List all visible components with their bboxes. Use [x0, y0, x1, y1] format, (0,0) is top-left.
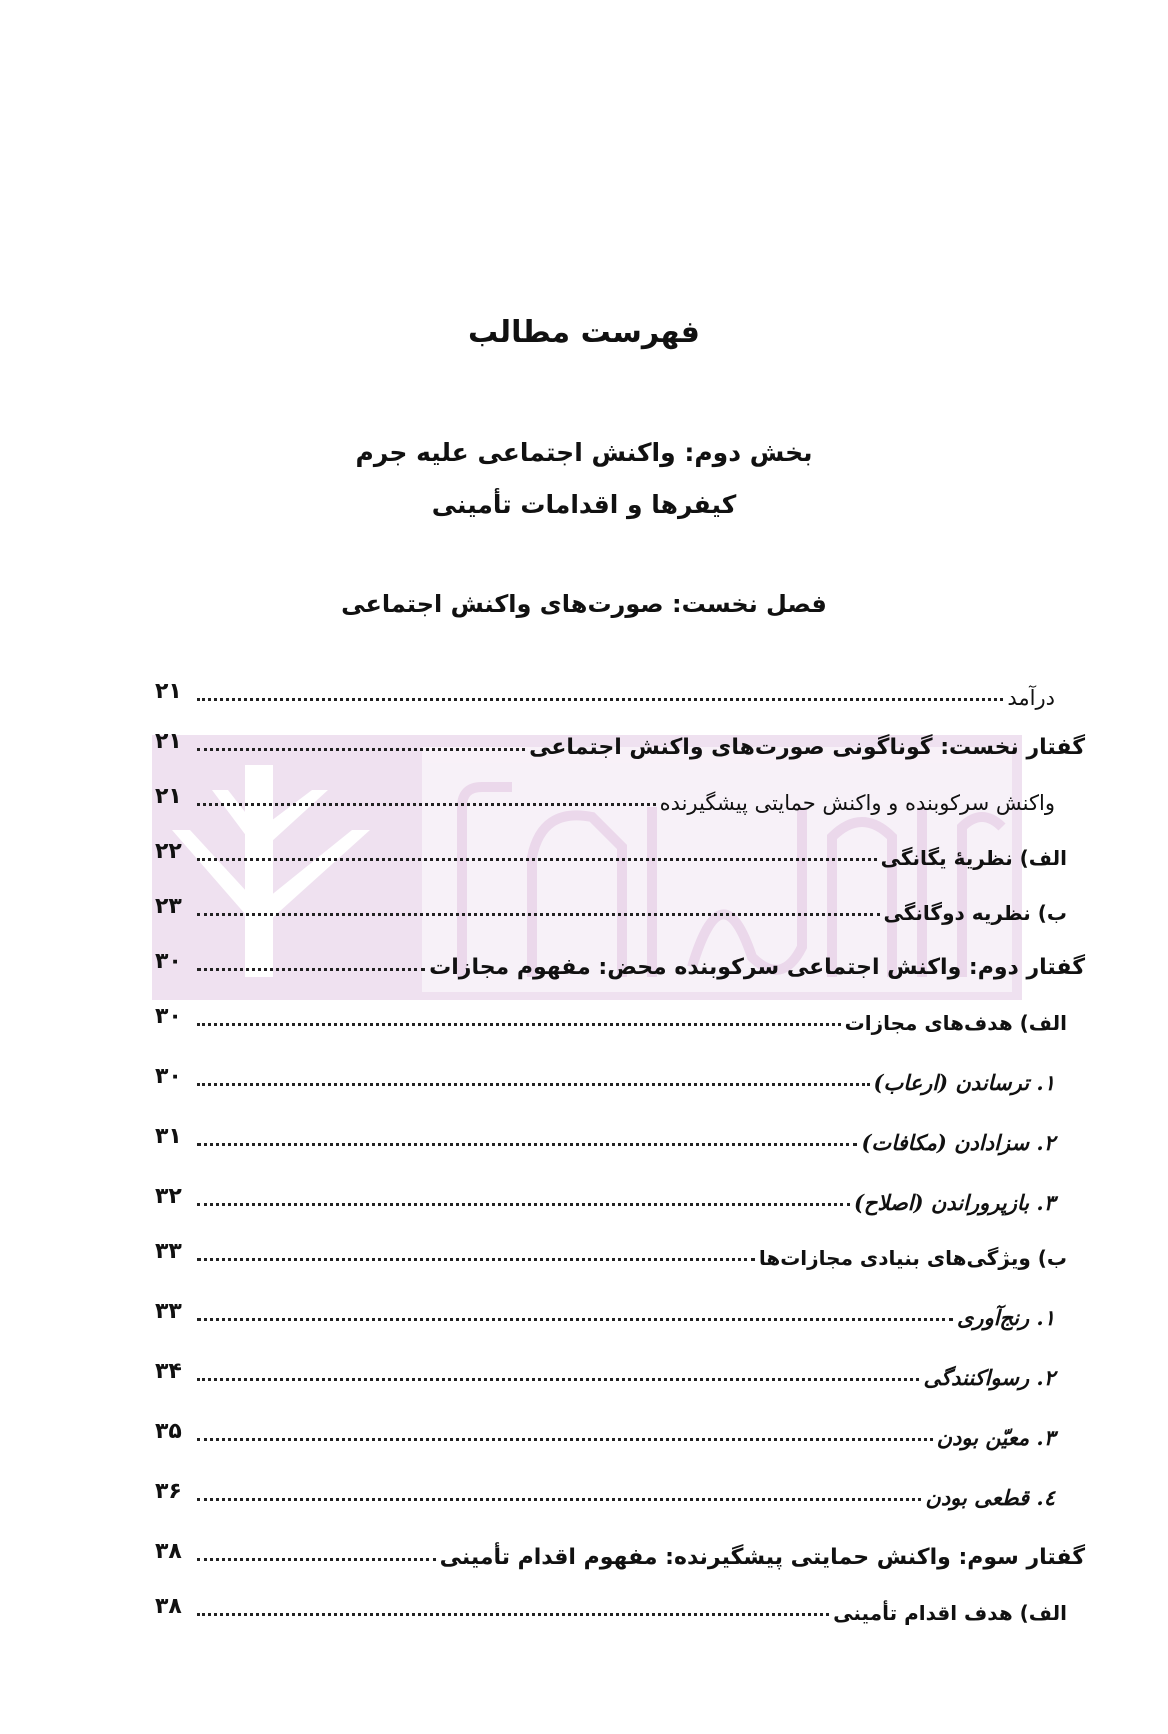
toc-entry-label: ب) ویژگی‌های بنیادی مجازات‌ها: [758, 1246, 1067, 1270]
toc-page-number: ۳۱: [155, 1124, 182, 1149]
leader-dots: [197, 1203, 850, 1206]
toc-page-number: ۳۳: [155, 1299, 182, 1324]
leader-dots: [197, 1258, 755, 1261]
toc-entry-label: گفتار نخست: گوناگونی صورت‌های واکنش اجتماعی: [529, 735, 1085, 760]
toc-page-number: ۲۱: [155, 679, 182, 704]
toc-entry[interactable]: [155, 995, 1085, 1035]
toc-entry[interactable]: [155, 1055, 1085, 1095]
leader-dots: [197, 1613, 829, 1616]
toc-page-number: ۳۸: [155, 1539, 182, 1564]
toc-page-number: ۳۲: [155, 1184, 182, 1209]
toc-page-number: ۳۳: [155, 1239, 182, 1264]
toc-entry-label: درآمد: [1007, 686, 1055, 710]
toc-page-number: ۳۴: [155, 1359, 182, 1384]
toc-page-number: ۳۰: [155, 1064, 182, 1089]
toc-entry[interactable]: [155, 775, 1085, 815]
part-heading: بخش دوم: واکنش اجتماعی علیه جرم: [355, 438, 813, 467]
leader-dots: [197, 1023, 841, 1026]
toc-entry-label: الف) نظریهٔ یگانگی: [880, 846, 1067, 870]
toc-page-number: ۲۲: [155, 839, 182, 864]
toc-entry[interactable]: [155, 1350, 1085, 1390]
leader-dots: [197, 1318, 953, 1321]
toc-entry-label: ۲. سزادادن (مکافات): [861, 1130, 1055, 1155]
leader-dots: [197, 1438, 933, 1441]
toc-entry[interactable]: [155, 885, 1085, 925]
toc-entry[interactable]: [155, 1175, 1085, 1215]
toc-entry-label: ۱. رنج‌آوری: [957, 1305, 1055, 1330]
leader-dots: [197, 1143, 857, 1146]
toc-entry-label: ۲. رسواکنندگی: [923, 1365, 1055, 1390]
leader-dots: [197, 803, 656, 806]
leader-dots: [197, 913, 880, 916]
toc-entry-section-2[interactable]: [155, 940, 1085, 980]
toc-entry-label: ۳. بازپروراندن (اصلاح): [853, 1190, 1055, 1215]
leader-dots: [197, 858, 877, 861]
toc-page-number: ۳۶: [155, 1479, 182, 1504]
toc-page-number: ۳۵: [155, 1419, 182, 1444]
leader-dots: [197, 1558, 436, 1561]
toc-page-number: ۳۰: [155, 949, 182, 974]
leader-dots: [197, 1378, 919, 1381]
toc-entry-section-1[interactable]: [155, 720, 1085, 760]
toc-entry-label: گفتار دوم: واکنش اجتماعی سرکوبنده محض: مفهوم مجازات: [429, 955, 1085, 980]
leader-dots: [197, 1498, 921, 1501]
leader-dots: [197, 698, 1003, 701]
toc-entry-label: واکنش سرکوبنده و واکنش حمایتی پیشگیرنده: [659, 791, 1055, 815]
toc-entry-label: ۱. ترساندن (ارعاب): [873, 1070, 1055, 1095]
toc-entry[interactable]: [155, 830, 1085, 870]
leader-dots: [197, 968, 425, 971]
leader-dots: [197, 748, 525, 751]
toc-entry[interactable]: [155, 1410, 1085, 1450]
toc-page-number: ۳۸: [155, 1594, 182, 1619]
toc-entry[interactable]: [155, 1115, 1085, 1155]
toc-entry[interactable]: [155, 1470, 1085, 1510]
toc-entry-label: گفتار سوم: واکنش حمایتی پیشگیرنده: مفهوم اقدام تأمینی: [439, 1545, 1085, 1570]
toc-page-number: ۲۳: [155, 894, 182, 919]
part-subheading: کیفرها و اقدامات تأمینی: [431, 490, 737, 519]
toc-entry[interactable]: [155, 1585, 1085, 1625]
toc-entry-label: الف) هدف اقدام تأمینی: [833, 1601, 1067, 1625]
toc-page-number: ۲۱: [155, 784, 182, 809]
toc-entry-section-3[interactable]: [155, 1530, 1085, 1570]
toc-page-number: ۳۰: [155, 1004, 182, 1029]
leader-dots: [197, 1083, 870, 1086]
toc-entry[interactable]: [155, 1230, 1085, 1270]
toc-entry-label: ٤. قطعی بودن: [925, 1485, 1055, 1510]
toc-entry-label: ۳. معیّن بودن: [936, 1425, 1055, 1450]
page-title: فهرست مطالب: [468, 315, 700, 350]
toc-entry-label: الف) هدف‌های مجازات: [844, 1011, 1067, 1035]
toc-page-number: ۲۱: [155, 729, 182, 754]
chapter-heading: فصل نخست: صورت‌های واکنش اجتماعی: [341, 590, 827, 618]
toc-entry-introduction[interactable]: [155, 670, 1085, 710]
toc-entry[interactable]: [155, 1290, 1085, 1330]
toc-entry-label: ب) نظریه دوگانگی: [883, 901, 1067, 925]
